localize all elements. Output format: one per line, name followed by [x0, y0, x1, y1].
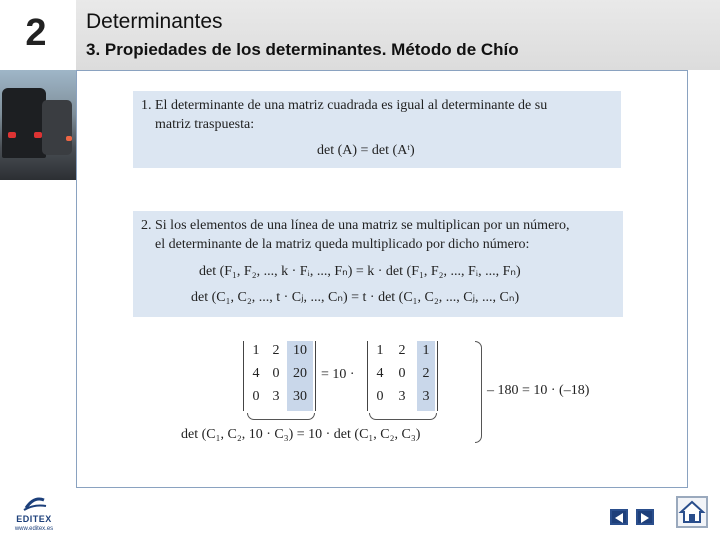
matrix-cell: 1 [376, 343, 384, 358]
matrix-cell: 2 [398, 343, 406, 358]
tail-light [8, 132, 16, 138]
matrix-cell: 4 [376, 366, 384, 381]
example-matrix-right [367, 341, 437, 411]
property-2-text-line2: el determinante de la matriz queda multiplicado por dicho número: [155, 237, 530, 252]
traffic-photo [0, 70, 76, 180]
matrix-cell: 2 [422, 366, 430, 381]
home-icon [678, 498, 706, 526]
matrix-cell: 3 [398, 389, 406, 404]
matrix-cell: 10 [293, 343, 307, 358]
tail-light [66, 136, 72, 141]
determinant-bar [243, 341, 244, 411]
content-frame [76, 70, 688, 488]
determinant-bar [437, 341, 438, 411]
property-2-box [133, 211, 623, 317]
home-button[interactable] [676, 496, 708, 528]
property-1-text-line2: matriz traspuesta: [155, 117, 255, 132]
matrix-cell: 3 [422, 389, 430, 404]
tail-light [34, 132, 42, 138]
property-1-formula: det (A) = det (Aᵗ) [317, 143, 415, 158]
scalar-factor: = 10 · [321, 367, 355, 382]
next-button[interactable] [636, 509, 654, 525]
under-brace [369, 413, 437, 420]
example-caption: det (C₁, C₂, 10 · C₃) = 10 · det (C₁, C₂, C₃) [181, 427, 421, 442]
arrow-right-icon [638, 512, 652, 524]
under-brace [247, 413, 315, 420]
property-1-box [133, 91, 621, 168]
previous-button[interactable] [610, 509, 628, 525]
example-matrix-left [241, 341, 317, 411]
matrix-cell: 20 [293, 366, 307, 381]
matrix-cell: 4 [252, 366, 260, 381]
property-2-formula-rows: det (F₁, F₂, ..., k · Fᵢ, ..., Fₙ) = k · det (F₁, F₂, ..., Fᵢ, ..., Fₙ) [199, 264, 521, 279]
car-shape [2, 88, 46, 158]
logo-text: EDITEX [16, 514, 52, 524]
editex-logo [6, 494, 62, 538]
matrix-cell: 2 [272, 343, 280, 358]
page-title: Determinantes [86, 10, 223, 33]
editex-logo-mark [6, 494, 62, 514]
matrix-cell: 0 [376, 389, 384, 404]
matrix-cell: 1 [422, 343, 430, 358]
car-shape [42, 100, 72, 155]
determinant-bar [367, 341, 368, 411]
arrow-left-icon [612, 512, 626, 524]
property-1-text-line1: 1. El determinante de una matriz cuadrada es igual al determinante de su [141, 98, 548, 113]
property-2-text-line1: 2. Si los elementos de una línea de una matriz se multiplican por un número, [141, 218, 570, 233]
property-2-formula-cols: det (C₁, C₂, ..., t · Cⱼ, ..., Cₙ) = t · det (C₁, C₂, ..., Cⱼ, ..., Cₙ) [191, 290, 520, 305]
example-result: – 180 = 10 · (–18) [487, 383, 590, 398]
logo-url: www.editex.es [14, 526, 54, 532]
matrix-cell: 0 [272, 366, 280, 381]
determinant-bar [315, 341, 316, 411]
matrix-cell: 1 [252, 343, 260, 358]
right-brace [475, 341, 482, 443]
page-subtitle: 3. Propiedades de los determinantes. Método de Chío [86, 40, 519, 59]
matrix-cell: 3 [272, 389, 280, 404]
chapter-number: 2 [25, 12, 47, 54]
matrix-cell: 0 [252, 389, 260, 404]
matrix-cell: 0 [398, 366, 406, 381]
matrix-cell: 30 [293, 389, 307, 404]
